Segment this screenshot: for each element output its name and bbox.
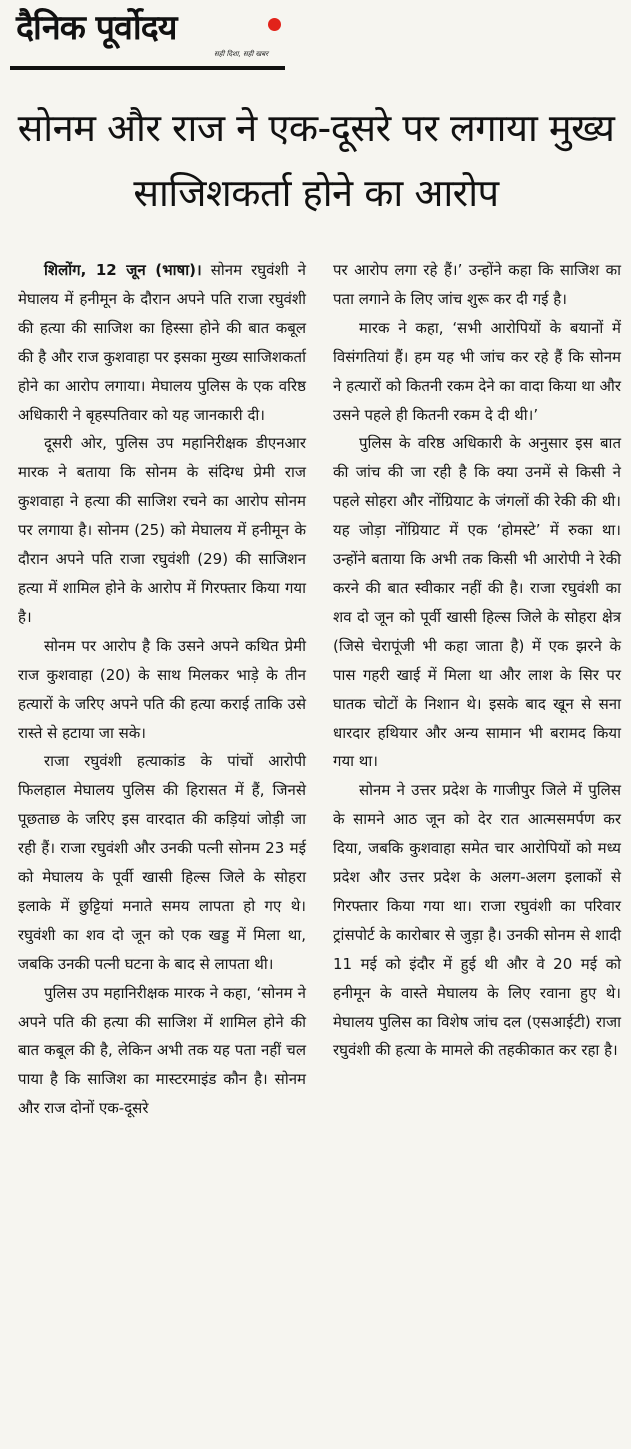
dateline: शिलोंग, 12 जून (भाषा)।	[44, 261, 202, 279]
paragraph	[18, 256, 306, 429]
paragraph-text: सोनम रघुवंशी ने मेघालय में हनीमून के दौरान अपने पति राजा रघुवंशी की हत्या की साजिश का हिस्सा होने की बात कबूल की है और राज कुशवाहा पर इसका मुख्य साजिशकर्ता होने का आरोप लगाया। मेघालय पुलिस के एक वरिष्ठ अधिकारी ने बृहस्पतिवार को यह जानकारी दी।	[18, 261, 306, 424]
paragraph: सोनम पर आरोप है कि उसने अपने कथित प्रेमी राज कुशवाहा (20) के साथ मिलकर भाड़े के तीन हत्यारों के जरिए अपने पति की हत्या कराई ताकि उसे रास्ते से हटाया जा सके।	[18, 636, 306, 742]
paragraph: मारक ने कहा, ‘सभी आरोपियों के बयानों में विसंगतियां हैं। हम यह भी जांच कर रहे हैं कि सोनम ने हत्यारों को कितनी रकम देने का वादा किया था और उसने पहले ही कितनी रकम दे दी थी।’	[333, 318, 621, 424]
article-column-left	[18, 256, 306, 1123]
paragraph: राजा रघुवंशी हत्याकांड के पांचों आरोपी फिलहाल मेघालय पुलिस की हिरासत में हैं, जिनसे पूछताछ के जरिए इस वारदात की कड़ियां जोड़ी जा रही हैं। राजा रघुवंशी और उनकी पत्नी सोनम 23 मई को मेघालय के पूर्वी खासी हिल्स जिले के सोहरा इलाके में छुट्टियां मनाते समय लापता हो गए थे। रघुवंशी का शव दो जून को एक खड्ड में मिला था, जबकि उनकी पत्नी घटना के बाद से लापता थी।	[18, 752, 306, 973]
masthead-rule	[10, 66, 285, 70]
masthead-tagline: सही दिशा, सही खबर	[214, 50, 269, 58]
paragraph: पर आरोप लगा रहे हैं।’ उन्होंने कहा कि साजिश का पता लगाने के लिए जांच शुरू कर दी गई है।	[333, 261, 621, 308]
paragraph: दूसरी ओर, पुलिस उप महानिरीक्षक डीएनआर मारक ने बताया कि सोनम के संदिग्ध प्रेमी राज कुशवाहा ने हत्या की साजिश रचने का आरोप सोनम पर लगाया है। सोनम (25) को मेघालय में हनीमून के दौरान अपने पति राजा रघुवंशी (29) की साजिशन हत्या में शामिल होने के आरोप में गिरफ्तार किया गया है।	[18, 434, 306, 626]
masthead	[10, 6, 285, 72]
paragraph: पुलिस के वरिष्ठ अधिकारी के अनुसार इस बात की जांच की जा रही है कि क्या उनमें से किसी ने पहले सोहरा और नोंग्रियाट के जंगलों की रेकी की थी। यह जोड़ा नोंग्रियाट में एक ‘होमस्टे’ में रुका था। उन्होंने बताया कि अभी तक किसी भी आरोपी ने रेकी करने की बात स्वीकार नहीं की है। राजा रघुवंशी का शव दो जून को पूर्वी खासी हिल्स जिले के सोहरा क्षेत्र (जिसे चेरापूंजी भी कहा जाता है) में एक झरने के पास गहरी खाई में मिला था और लाश के सिर पर घातक चोटों के निशान थे। इसके बाद खून से सना धारदार हथियार और अन्य सामान भी बरामद किया गया था।	[333, 434, 621, 771]
paragraph: पुलिस उप महानिरीक्षक मारक ने कहा, ‘सोनम ने अपने पति की हत्या की साजिश में शामिल होने की बात कबूल की है, लेकिन अभी तक यह पता नहीं चल पाया है कि साजिश का मास्टरमाइंड कौन है। सोनम और राज दोनों एक-दूसरे	[18, 983, 306, 1118]
article-column-right	[333, 256, 621, 1065]
logo-dot-icon	[268, 18, 281, 31]
newspaper-logo: दैनिक पूर्वोदय	[16, 8, 177, 48]
headline: सोनम और राज ने एक-दूसरे पर लगाया मुख्य साजिशकर्ता होने का आरोप	[17, 106, 615, 215]
paragraph: सोनम ने उत्तर प्रदेश के गाजीपुर जिले में पुलिस के सामने आठ जून को देर रात आत्मसमर्पण कर दिया, जबकि कुशवाहा समेत चार आरोपियों को मध्य प्रदेश और उत्तर प्रदेश के अलग-अलग इलाकों से गिरफ्तार किया गया था। राजा रघुवंशी का परिवार ट्रांसपोर्ट के कारोबार से जुड़ा है। उनकी सोनम से शादी 11 मई को इंदौर में हुई थी और वे 20 मई को हनीमून के वास्ते मेघालय के लिए रवाना हुए थे। मेघालय पुलिस का विशेष जांच दल (एसआईटी) राजा रघुवंशी की हत्या के मामले की तहकीकात कर रहा है।	[333, 781, 621, 1060]
